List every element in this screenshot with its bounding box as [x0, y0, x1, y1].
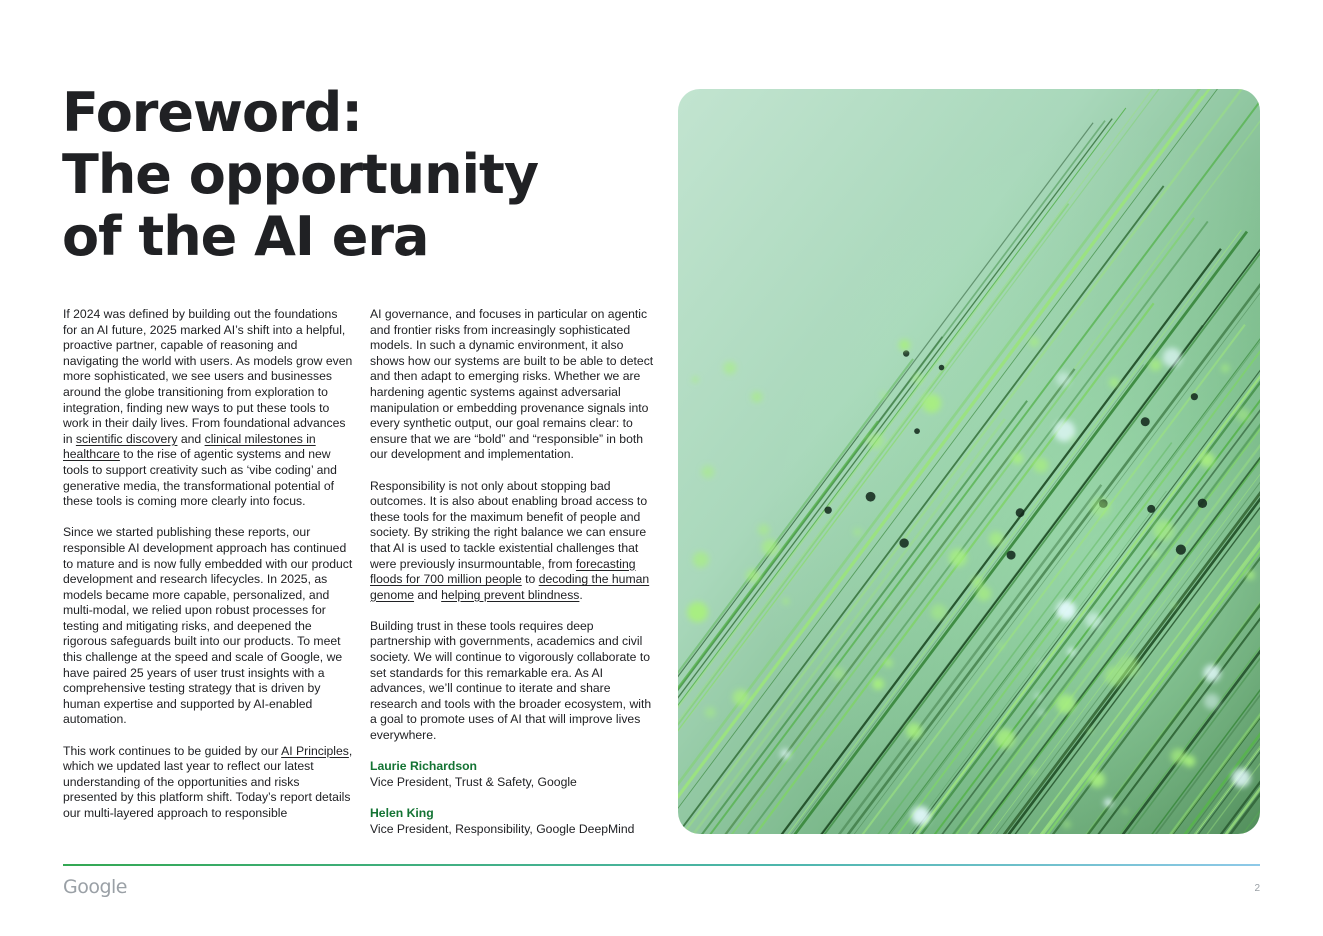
light-bokeh [1056, 694, 1075, 713]
light-bokeh [1089, 772, 1105, 788]
light-bokeh [1033, 458, 1048, 473]
light-bokeh [1088, 728, 1092, 732]
fiber-tip [1016, 508, 1025, 517]
light-bokeh [989, 532, 1004, 547]
signature-role: Vice President, Trust & Safety, Google [370, 774, 577, 789]
light-bokeh [1110, 378, 1119, 387]
footer-divider [63, 864, 1260, 866]
signature-block [370, 759, 655, 790]
title-line-1: Foreword: [62, 81, 362, 144]
light-bokeh [746, 569, 759, 582]
fiber-tip [914, 428, 920, 434]
light-bokeh [1085, 612, 1101, 628]
light-bokeh [880, 392, 887, 399]
light-bokeh [1221, 364, 1229, 372]
light-bokeh [869, 433, 884, 448]
light-bokeh [1200, 453, 1215, 468]
light-bokeh [977, 586, 992, 601]
light-bokeh [1122, 808, 1127, 813]
light-bokeh [762, 539, 779, 556]
light-bokeh [931, 604, 947, 620]
paragraph: Responsibility is not only about stopping bad outcomes. It is also about enabling broad access to these tools for the maximum benefit of people and society. By striking the right balance we can ensure that AI is used to tackle existential challenges that were previously insurmountable, from forecasting floods for 700 million people to decoding the human genome and helping prevent blindness. [370, 478, 650, 602]
light-bokeh [906, 723, 922, 739]
fiber-tip [939, 365, 945, 371]
light-bokeh [1069, 436, 1073, 440]
paragraph: If 2024 was defined by building out the foundations for an AI future, 2025 marked AI’s shift into a helpful, proactive partner, capable of reasoning and navigating the world with users. As models grow even more sophisticated, we see users and businesses around the globe transitioning from exploration to integration, finding new ways to put these tools to work in their daily lives. From foundational advances in scientific discovery and clinical milestones in healthcare to the rise of agentic systems and new tools to support creativity such as ‘vibe coding’ and generative media, the transformational potential of these tools is coming more clearly into focus. [63, 307, 353, 509]
light-bokeh [1153, 520, 1173, 540]
body-column-left [63, 307, 353, 837]
light-bokeh [949, 549, 967, 567]
light-bokeh [1030, 769, 1036, 775]
fiber-tip [899, 538, 908, 547]
light-bokeh [1029, 337, 1038, 346]
light-bokeh [1091, 498, 1110, 517]
link-ai-principles[interactable]: AI Principles [281, 743, 349, 758]
google-logo: Google [63, 876, 128, 898]
light-bokeh [854, 528, 862, 536]
light-bokeh [1068, 648, 1075, 655]
link-decoding-genome[interactable]: decoding the human genome [370, 572, 650, 602]
fiber-tip [1147, 505, 1155, 513]
fiber-tip [824, 506, 831, 513]
fiber-tip [1176, 545, 1186, 555]
light-bokeh [1232, 768, 1251, 787]
fiber-tip [1198, 499, 1207, 508]
light-bokeh [780, 749, 790, 759]
page-number: 2 [1254, 883, 1260, 894]
fiber-tip [1007, 551, 1016, 560]
signature-role: Vice President, Responsibility, Google DeepMind [370, 821, 635, 836]
light-bokeh [1171, 749, 1186, 764]
link-forecasting-floods[interactable]: forecasting floods for 700 million people [370, 556, 636, 587]
light-bokeh [1246, 570, 1255, 579]
light-bokeh [1039, 711, 1043, 715]
signature-block [370, 806, 655, 837]
signature-name: Laurie Richardson [370, 759, 478, 774]
light-bokeh [723, 361, 736, 374]
light-bokeh [884, 659, 892, 667]
light-bokeh [913, 374, 922, 383]
light-bokeh [733, 689, 749, 705]
body-column-right [370, 307, 655, 853]
light-bokeh [705, 707, 716, 718]
light-bokeh [1204, 665, 1221, 682]
title-line-3: of the AI era [62, 205, 429, 268]
light-bokeh [972, 576, 983, 587]
light-bokeh [687, 602, 708, 623]
signature-name: Helen King [370, 806, 434, 820]
light-bokeh [872, 678, 884, 690]
paragraph: Since we started publishing these reports, our responsible AI development approach has continued to mature and is now fully embedded with our product development and research lifecycles. In 2025, as models became more capable, personalized, and multi-modal, we relied upon robust processes for testing and mitigating risks, and deepened the rigorous safeguards built into our products. To meet this challenge at the speed and scale of Google, we have paired 25 years of user trust insights with a comprehensive testing strategy that is driven by human expertise and supported by AI-enabled automation. [63, 525, 353, 727]
light-bokeh [998, 643, 1003, 648]
paragraph: This work continues to be guided by our AI Principles, which we updated last year to reflect our latest understanding of the opportunities and risks presented by this platform shift. Today’s report details our multi-layered approach to responsible [63, 743, 353, 820]
fiber-tip [903, 350, 909, 356]
paragraph: Building trust in these tools requires deep partnership with governments, academics and civil society. We will continue to vigorously collaborate to set standards for this remarkable era. As AI advances, we’ll continue to iterate and share research and tools with the broader ecosystem, with a goal to promote uses of AI that will improve lives everywhere. [370, 618, 652, 743]
link-scientific-discovery[interactable]: scientific discovery [75, 431, 178, 446]
light-bokeh [1149, 359, 1161, 371]
light-bokeh [886, 603, 890, 607]
light-bokeh [758, 524, 770, 536]
light-bokeh [751, 391, 762, 402]
light-bokeh [1151, 550, 1159, 558]
light-bokeh [1172, 603, 1176, 607]
light-bokeh [1034, 693, 1041, 700]
light-bokeh [692, 377, 698, 383]
page-title [62, 82, 538, 268]
light-bokeh [1038, 661, 1043, 666]
light-bokeh [832, 667, 844, 679]
light-bokeh [701, 465, 714, 478]
link-prevent-blindness[interactable]: helping prevent blindness [441, 587, 580, 602]
light-bokeh [996, 729, 1015, 748]
hero-image [678, 89, 1260, 834]
light-bokeh [693, 552, 709, 568]
light-bokeh [1118, 656, 1139, 677]
light-bokeh [1057, 600, 1076, 619]
light-bokeh [1104, 798, 1112, 806]
light-bokeh [1204, 693, 1220, 709]
light-bokeh [1163, 348, 1182, 367]
fiber-tip [1191, 393, 1198, 400]
light-bokeh [1063, 821, 1071, 829]
fiber-tip [866, 492, 876, 502]
paragraph: AI governance, and focuses in particular on agentic and frontier risks from increasingly sophisticated models. In such a dynamic environment, it also shows how our systems are built to be able to detect and then adapt to emerging risks. Whether we are hardening agentic systems against adversarial manipulation or embedding provenance signals into every synthetic output, our goal remains clear: to ensure that we are “bold” and “responsible” in both our development and implementation. [370, 307, 654, 462]
light-bokeh [1236, 408, 1249, 421]
light-bokeh [1056, 372, 1070, 386]
light-bokeh [783, 598, 789, 604]
light-bokeh [899, 339, 910, 350]
light-bokeh [1012, 453, 1023, 464]
title-line-2: The opportunity [62, 143, 539, 206]
light-bokeh [922, 394, 941, 413]
light-bokeh [911, 806, 930, 825]
fiber-optic-illustration [678, 89, 1260, 834]
link-clinical-milestones[interactable]: clinical milestones in healthcare [63, 431, 316, 462]
fiber-tip [1141, 417, 1150, 426]
